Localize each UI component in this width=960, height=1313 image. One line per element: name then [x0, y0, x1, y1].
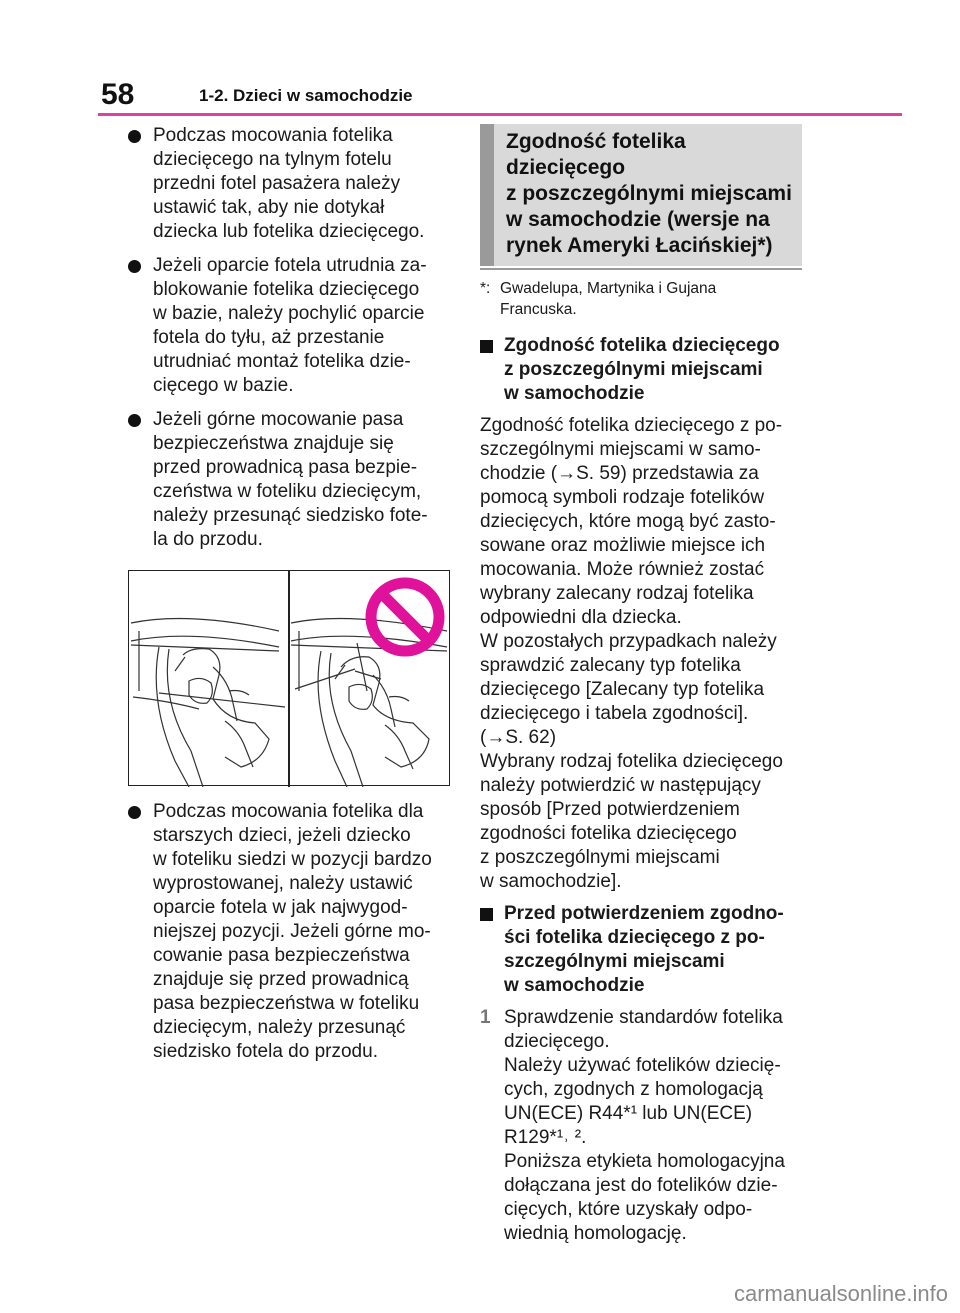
bullet-dot-icon [128, 414, 141, 427]
heading-underline [480, 268, 802, 270]
seat-illustration-drawing [129, 571, 451, 787]
footnote [480, 278, 802, 320]
step-number: 1 [480, 1007, 491, 1028]
bullet-item [128, 800, 452, 1064]
bullet-item [128, 124, 452, 244]
bullet-item [128, 408, 452, 552]
square-bullet-icon [480, 908, 493, 921]
subheading-text: Zgodność fotelika dziecięcego z poszczególnymi miejscami w samochodzie [504, 335, 780, 404]
footnote-text: Gwadelupa, Martynika i Gujana Francuska. [500, 280, 717, 318]
bullet-text: Podczas mocowania fotelika dziecięcego na tylnym fotelu przedni fotel pasażera należy ustawić tak, aby nie dotykał dziecka lub fotelika dziecięcego. [153, 125, 425, 242]
square-bullet-icon [480, 340, 493, 353]
step-text: Sprawdzenie standardów fotelika dziecięcego. Należy używać fotelików dziecię- cych, zgodnych z homologacją UN(ECE) R44*¹ lub UN(ECE) R129*¹˒ ². Poniższa etykieta homologacyjna dołączana jest do fotelików dzie- cięcych, które uzyskały odpo- wiednią homologację. [504, 1007, 785, 1244]
watermark: carmanualsonline.info [733, 1281, 948, 1306]
bullet-item [128, 254, 452, 398]
header-divider [98, 113, 902, 116]
step-item [480, 1006, 802, 1246]
page-number: 58 [101, 78, 135, 111]
correct-position-drawing [131, 619, 285, 788]
section-heading-box [480, 124, 802, 266]
seat-illustration [128, 570, 450, 786]
right-column [480, 124, 802, 1246]
bullet-dot-icon [128, 806, 141, 819]
left-column [128, 124, 452, 1074]
bullet-dot-icon [128, 260, 141, 273]
section-title: 1-2. Dzieci w samochodzie [199, 86, 413, 105]
footnote-mark: *: [480, 280, 491, 297]
bullet-dot-icon [128, 130, 141, 143]
paragraph: Zgodność fotelika dziecięcego z po- szczególnymi miejscami w samo- chodzie (→S. 59) przedstawia za pomocą symboli rodzaje fotelików dziecięcych, które mogą być zasto- sowane oraz możliwie miejsce ich mocowania. Może również zostać wybrany zalecany rodzaj fotelika odpowiedni dla dziecka. W pozostałych przypadkach należy sprawdzić zalecany typ fotelika dziecięcego [Zalecany typ fotelika dziecięcego i tabela zgodności]. (→S. 62) Wybrany rodzaj fotelika dziecięcego należy potwierdzić w następujący sposób [Przed potwierdzeniem zgodności fotelika dziecięcego z poszczególnymi miejscami w samochodzie]. [480, 415, 783, 892]
subheading [480, 334, 802, 406]
bullet-text: Podczas mocowania fotelika dla starszych dzieci, jeżeli dziecko w foteliku siedzi w pozycji bardzo wyprostowanej, należy ustawić oparcie fotela w jak najwygod- niejszej pozycji. Jeżeli górne mo- cowanie pasa bezpieczeństwa znajduje się przed prowadnicą pasa bezpieczeństwa w foteliku dziecięcym, należy przesunąć siedzisko fotela do przodu. [153, 801, 432, 1062]
bullet-text: Jeżeli górne mocowanie pasa bezpieczeństwa znajduje się przed prowadnicą pasa bezpie- czeństwa w foteliku dziecięcym, należy przesunąć siedzisko fote- la do przodu. [153, 409, 428, 550]
section-heading: Zgodność fotelika dziecięcego z poszczególnymi miejscami w samochodzie (wersje na rynek Ameryki Łacińskiej*) [506, 130, 792, 257]
subheading [480, 902, 802, 998]
subheading-text: Przed potwierdzeniem zgodno- ści fotelika dziecięcego z po- szczególnymi miejscami w samochodzie [504, 903, 784, 996]
bullet-text: Jeżeli oparcie fotela utrudnia za- blokowanie fotelika dziecięcego w bazie, należy pochylić oparcie fotela do tyłu, aż przestanie utrudniać montaż fotelika dzie- cięcego w bazie. [153, 255, 427, 396]
